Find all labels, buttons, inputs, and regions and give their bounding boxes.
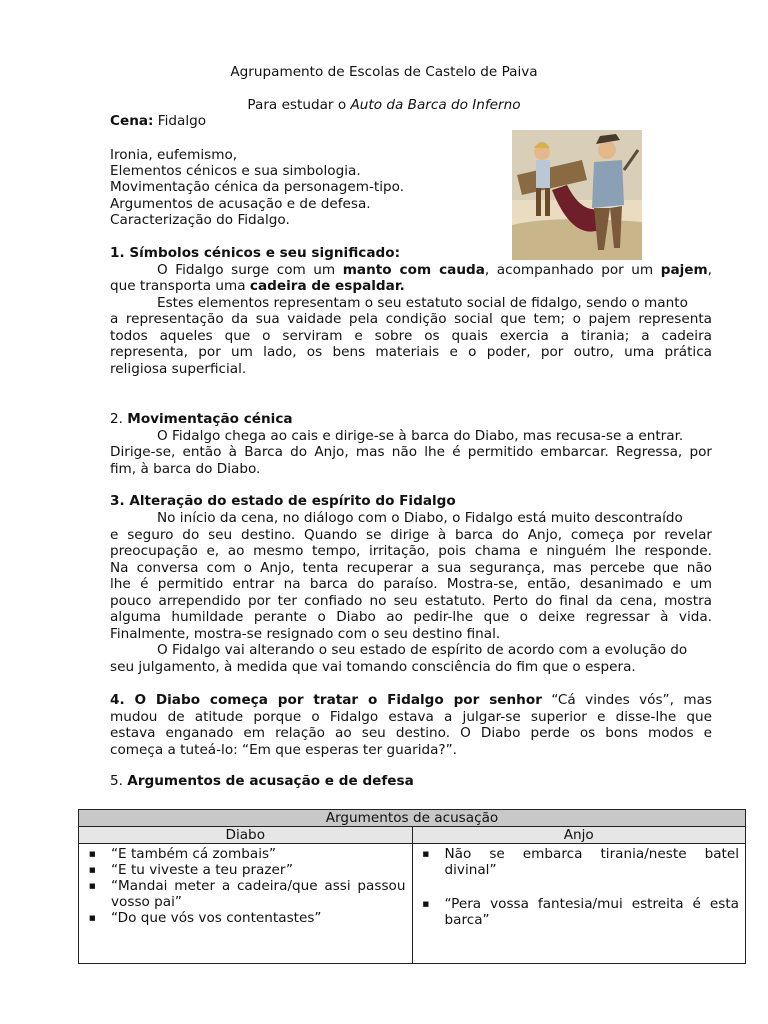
list-item: ■ “E também cá zombais” (111, 846, 406, 862)
study-title-prefix: Para estudar o (247, 97, 351, 113)
section-3-line: seu julgamento, à medida que vai tomando consciência do fim que o espera. (110, 659, 636, 675)
list-item: ■ “Pera vossa fantesia/mui estreita é esta barca” (445, 896, 740, 928)
section-3-line: O Fidalgo vai alterando o seu estado de espírito de acordo com a evolução do (157, 642, 688, 658)
anjo-arguments-cell (412, 844, 746, 964)
column-header-anjo: Anjo (412, 827, 746, 844)
topic-item: Argumentos de acusação e de defesa. (110, 196, 371, 212)
section-3-heading: 3. Alteração do estado de espírito do Fidalgo (110, 493, 456, 509)
section-1-para-2-line: religiosa superficial. (110, 361, 247, 377)
section-1-para-1-line: que transporta uma cadeira de espaldar. (110, 278, 405, 294)
list-item: ■ “E tu viveste a teu prazer” (111, 862, 406, 878)
scene-line (110, 113, 206, 129)
table-caption: Argumentos de acusação (79, 810, 746, 827)
section-3-line: preocupação e, ao mesmo tempo, irritação, pois chama e ninguém lhe responde. (110, 543, 712, 559)
topic-item: Movimentação cénica da personagem-tipo. (110, 179, 405, 195)
topic-item: Caracterização do Fidalgo. (110, 212, 290, 228)
section-3-line: Finalmente, mostra-se resignado com o seu destino final. (110, 626, 501, 642)
section-1-para-1-line: O Fidalgo surge com um manto com cauda, acompanhado por um pajem, (157, 262, 712, 278)
study-title (0, 97, 768, 113)
scene-label: Cena: (110, 113, 154, 129)
column-header-diabo: Diabo (79, 827, 413, 844)
section-4-line: 4. O Diabo começa por tratar o Fidalgo por senhor “Cá vindes vós”, mas (110, 692, 712, 708)
list-item: ■ Não se embarca tirania/neste batel divinal” (445, 846, 740, 878)
section-2-heading: 2. Movimentação cénica (110, 411, 293, 427)
section-1-para-2-line: todos aqueles que o serviram e sobre os quais exercia a tirania; a cadeira (110, 328, 712, 344)
section-1-para-2-line: Estes elementos representam o seu estatuto social de fidalgo, sendo o manto (157, 295, 688, 311)
list-item: ■ “Do que vós vos contentastes” (111, 910, 406, 926)
section-3-line: lhe é permitido entrar na barca do paraíso. Mostra-se, então, desanimado e um (110, 576, 712, 592)
fidalgo-pajem-illustration-icon (512, 130, 642, 260)
section-2-line: fim, à barca do Diabo. (110, 461, 261, 477)
section-1-heading: 1. Símbolos cénicos e seu significado: (110, 245, 401, 261)
section-3-line: Na conversa com o Anjo, tenta recuperar a sua segurança, mas percebe que não (110, 560, 712, 576)
study-title-work: Auto da Barca do Inferno (350, 97, 521, 113)
section-2-line: Dirige-se, então à Barca do Anjo, mas não lhe é permitido embarcar. Regressa, por (110, 444, 712, 460)
section-1-para-2-line: a representação da sua vaidade pela condição social que tem; o pajem representa (110, 311, 712, 327)
topic-item: Elementos cénicos e sua simbologia. (110, 163, 361, 179)
section-4-line: estava enganado em relação ao seu destino. O Diabo perde os bons modos e (110, 725, 712, 741)
list-item: ■ “Mandai meter a cadeira/que assi passou vosso pai” (111, 878, 406, 910)
topic-item: Ironia, eufemismo, (110, 147, 238, 163)
section-3-line: pouco arrependido por ter confiado no seu estatuto. Perto do final da cena, mostra (110, 593, 712, 609)
section-4-line: começa a tuteá-lo: “Em que esperas ter guarida?”. (110, 742, 458, 758)
section-1-para-2-line: representa, por um lado, os bens materiais e o poder, por outro, uma prática (110, 344, 712, 360)
arguments-table (78, 809, 746, 964)
diabo-arguments-cell (79, 844, 413, 964)
section-5-heading: 5. Argumentos de acusação e de defesa (110, 773, 414, 789)
section-4-line: mudou de atitude porque o Fidalgo estava a julgar-se superior e disse-lhe que (110, 709, 712, 725)
section-3-line: No início da cena, no diálogo com o Diabo, o Fidalgo está muito descontraído (157, 510, 683, 526)
section-3-line: e seguro do seu destino. Quando se dirige à barca do Anjo, começa por revelar (110, 527, 712, 543)
scene-value: Fidalgo (153, 113, 207, 129)
school-title: Agrupamento de Escolas de Castelo de Paiva (230, 64, 538, 80)
section-2-line: O Fidalgo chega ao cais e dirige-se à barca do Diabo, mas recusa-se a entrar. (157, 428, 684, 444)
section-3-line: alguma humildade perante o Diabo ao pedir-lhe que o deixe regressar à vida. (110, 609, 712, 625)
